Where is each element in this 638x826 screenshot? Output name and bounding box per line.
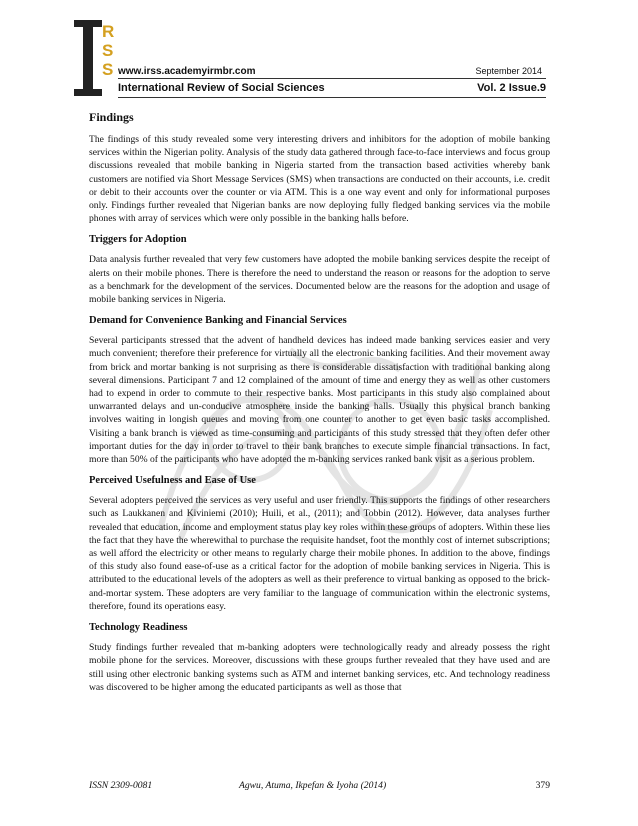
- paragraph-readiness: Study findings further revealed that m-banking adopters were technologically ready and already possess the right mobile phone for the services. Moreover, discussions with these groups further revealed that they have used and are still using other electronic banking systems such as ATM and internet banking services, etc. And technology readiness was discovered to be higher among the educated participants as well as those that: [89, 642, 550, 693]
- paragraph-triggers: Data analysis further revealed that very few customers have adopted the mobile banking services despite the receipt of alerts on their mobile phones. There is therefore the need to understand the reason or reasons for the adoption to serve as a benchmark for the development of the services. Documented below are the reasons for the adoption and usage of mobile banking services in Nigeria.: [89, 254, 550, 306]
- heading-findings: Findings: [89, 110, 134, 124]
- journal-logo: [74, 20, 124, 96]
- footer-issn: ISSN 2309-0081: [89, 780, 153, 791]
- heading-triggers: Triggers for Adoption: [89, 234, 187, 246]
- article-body: [89, 108, 550, 694]
- heading-demand: Demand for Convenience Banking and Financial Services: [89, 315, 347, 327]
- page-number: 379: [535, 780, 550, 791]
- header-rule-top: [118, 78, 546, 79]
- paragraph-demand: Several participants stressed that the advent of handheld devices has indeed made banking services easier and very much convenient; therefore their preference for virtually all the electronic banking facilities. And their movement away from brick and mortar banking is not surprising as there is considerable dissatisfaction with traditional banking along several dimensions. Participant 7 and 12 complained of the amount of time and energy they as well as other customers had to expend in order to commute to their respective banks. Most participants in this study also complained about unwarranted delays and un-conducive atmosphere inside the banking halls. Usually this physical branch banking involves waiting in longish queues and moving from one counter to another to get even basic tasks accomplished. Visiting a bank branch is viewed as time-consuming and participants of this study stressed that they often defer other important duties for the day in order to travel to their bank branches to execute simple financial transactions. In fact, more than 50% of the participants who have adopted the m-banking services ranked bank visit as a serious problem.: [89, 335, 550, 466]
- logo-i-glyph: [74, 20, 102, 96]
- paragraph-findings: The findings of this study revealed some very interesting drivers and inhibitors for the adoption of mobile banking services within the Nigerian polity. Analysis of the study data gathered through face-to-face interviews and focus group discussions revealed that mobile banking in Nigeria started from the transaction based activities whereby bank customers are notified via Short Message Services (SMS) when transactions are conducted on their accounts, i.e. credit or debit to their accounts over the counter or via ATM. This is a one way event and only for informational purposes only. Findings further revealed that Nigerian banks are now deploying fully fledged banking services via the mobile phones with array of services which were only possible in the banking halls before.: [89, 134, 550, 225]
- heading-usefulness: Perceived Usefulness and Ease of Use: [89, 475, 256, 487]
- logo-letters: R S S: [102, 22, 115, 79]
- volume-issue: Vol. 2 Issue.9: [477, 82, 546, 94]
- website-link[interactable]: www.irss.academyirmbr.com: [118, 66, 256, 77]
- journal-name: International Review of Social Sciences: [118, 82, 325, 94]
- paragraph-usefulness: Several adopters perceived the services as very useful and user friendly. This supports the findings of other researchers such as Laukkanen and Kiviniemi (2010); Huili, et al., (2011); and Tobbin (2012). However, data analyses further revealed that education, income and employment status play key roles within these groups of adopters. Within these lies the fact that they have the wherewithal to purchase the requisite handset, foot the monthly cost of internet subscriptions; as well afford the electricity or other means to regularly charge their mobile phones. In addition to the above, findings of this study also found ease-of-use as a critical factor for the adoption of mobile banking services in Nigeria. This is attributed to the educational levels of the adopters as well as their preference to virtual banking as opposed to the brick-and-mortar system. These adopters are very familiar to the language of communication within the electronic systems, therefore, found its operations easy.: [89, 495, 550, 612]
- issue-date: September 2014: [475, 66, 542, 76]
- header-rule-bottom: [118, 97, 546, 98]
- heading-readiness: Technology Readiness: [89, 622, 188, 634]
- footer-authors: Agwu, Atuma, Ikpefan & Iyoha (2014): [239, 780, 387, 791]
